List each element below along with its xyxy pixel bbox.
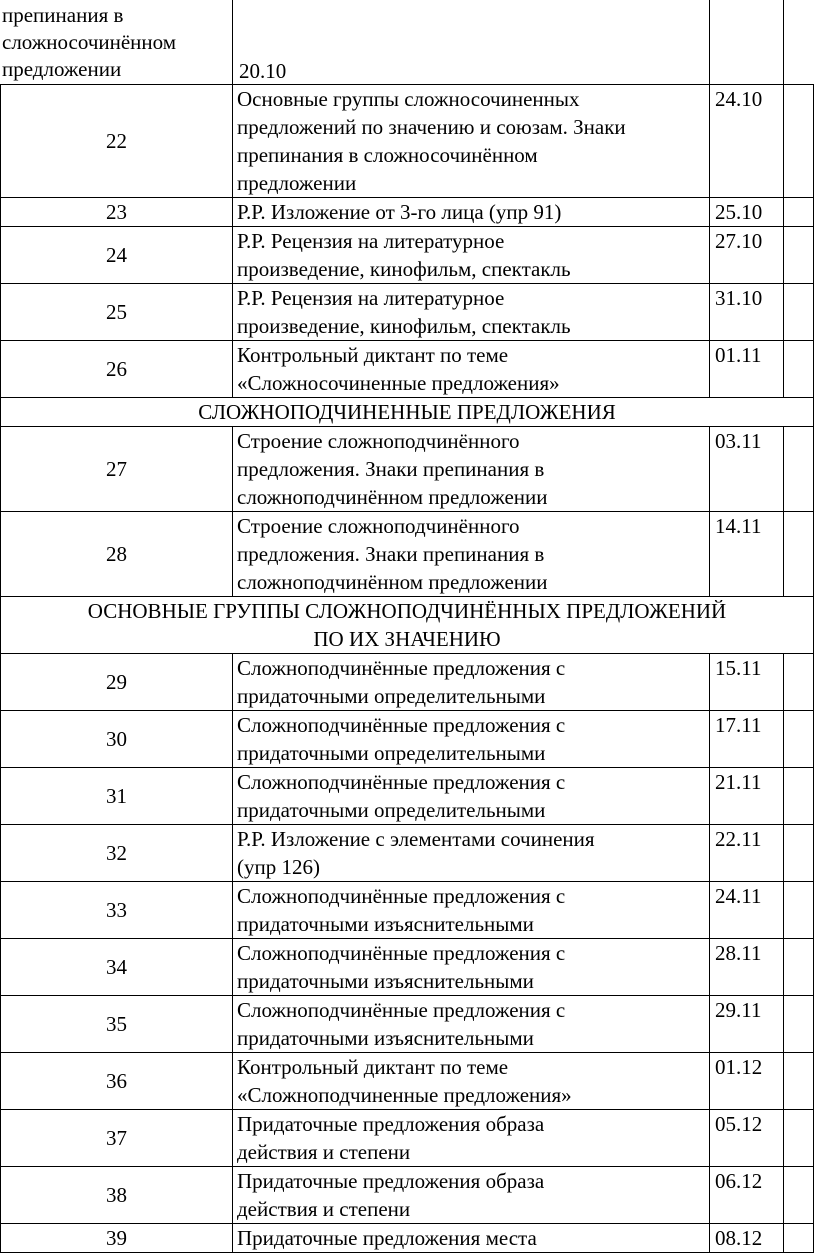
lesson-row (1, 198, 814, 227)
section-title-line: ОСНОВНЫЕ ГРУППЫ СЛОЖНОПОДЧИНЁННЫХ ПРЕДЛОЖЕНИЙ (87, 599, 727, 623)
lesson-row (1, 768, 814, 825)
lesson-topic (233, 939, 710, 996)
empty-cell (784, 341, 814, 398)
lesson-topic (233, 825, 710, 882)
lesson-date: 03.11 (710, 427, 784, 512)
lesson-topic-line: «Сложноподчиненные предложения» (237, 1083, 572, 1107)
empty-cell (784, 654, 814, 711)
lesson-topic-line: Сложноподчинённые предложения с (237, 770, 566, 794)
lesson-topic (233, 1224, 710, 1253)
lesson-number: 35 (1, 996, 233, 1053)
lesson-topic-line: Контрольный диктант по теме (237, 343, 509, 367)
lesson-date: 14.11 (710, 512, 784, 597)
lesson-topic (233, 1167, 710, 1224)
lesson-topic-line: Контрольный диктант по теме (237, 1055, 509, 1079)
empty-cell (784, 939, 814, 996)
lesson-number: 32 (1, 825, 233, 882)
lesson-row (1, 1167, 814, 1224)
lesson-number: 36 (1, 1053, 233, 1110)
column-divider (232, 0, 233, 84)
lesson-topic-line: сложноподчинённом предложении (237, 485, 548, 509)
lesson-date: 01.11 (710, 341, 784, 398)
lesson-row (1, 427, 814, 512)
lesson-number: 38 (1, 1167, 233, 1224)
lesson-topic (233, 1053, 710, 1110)
lesson-number: 39 (1, 1224, 233, 1253)
lesson-topic (233, 768, 710, 825)
lesson-number: 34 (1, 939, 233, 996)
lesson-row (1, 1224, 814, 1253)
lesson-date: 31.10 (710, 284, 784, 341)
empty-cell (784, 85, 814, 198)
lesson-row (1, 227, 814, 284)
lesson-topic (233, 882, 710, 939)
lesson-topic (233, 711, 710, 768)
column-divider (783, 0, 784, 84)
lesson-topic-line: произведение, кинофильм, спектакль (237, 314, 571, 338)
lesson-number: 31 (1, 768, 233, 825)
empty-cell (784, 427, 814, 512)
header-topic-line: предложении (2, 57, 122, 81)
lesson-topic-line: Сложноподчинённые предложения с (237, 941, 566, 965)
lesson-row (1, 1110, 814, 1167)
lesson-topic-line: «Сложносочиненные предложения» (237, 371, 560, 395)
lesson-topic-line: Сложноподчинённые предложения с (237, 884, 566, 908)
lesson-number: 27 (1, 427, 233, 512)
lesson-number: 25 (1, 284, 233, 341)
lesson-topic-line: Придаточные предложения места (237, 1226, 537, 1250)
lesson-date: 21.11 (710, 768, 784, 825)
lesson-date: 22.11 (710, 825, 784, 882)
lesson-number: 23 (1, 198, 233, 227)
lesson-row (1, 512, 814, 597)
lesson-topic-line: придаточными определительными (237, 741, 546, 765)
lesson-date: 05.12 (710, 1110, 784, 1167)
lesson-topic-line: сложноподчинённом предложении (237, 570, 548, 594)
lesson-date: 24.11 (710, 882, 784, 939)
lesson-row (1, 1053, 814, 1110)
lesson-number: 29 (1, 654, 233, 711)
lesson-topic-line: Основные группы сложносочиненных (237, 87, 580, 111)
lesson-row (1, 825, 814, 882)
empty-cell (784, 711, 814, 768)
empty-cell (784, 1224, 814, 1253)
lesson-topic-line: Придаточные предложения образа (237, 1169, 545, 1193)
lesson-topic (233, 427, 710, 512)
lesson-topic-line: действия и степени (237, 1140, 411, 1164)
lesson-plan-table (0, 84, 814, 1253)
lesson-number: 37 (1, 1110, 233, 1167)
lesson-topic-line: предложений по значению и союзам. Знаки (237, 115, 626, 139)
lesson-topic-line: Строение сложноподчинённого (237, 514, 520, 538)
section-header-row (1, 597, 814, 654)
lesson-topic-line: Р.Р. Изложение от 3-го лица (упр 91) (237, 200, 562, 224)
lesson-topic-line: Придаточные предложения образа (237, 1112, 545, 1136)
lesson-topic-line: предложения. Знаки препинания в (237, 542, 545, 566)
section-header-row (1, 398, 814, 427)
lesson-topic (233, 227, 710, 284)
lesson-topic (233, 85, 710, 198)
section-title (1, 398, 814, 427)
lesson-topic (233, 284, 710, 341)
lesson-topic-line: Р.Р. Изложение с элементами сочинения (237, 827, 595, 851)
lesson-topic-line: предложении (237, 171, 357, 195)
lesson-topic (233, 512, 710, 597)
lesson-date: 08.12 (710, 1224, 784, 1253)
lesson-row (1, 284, 814, 341)
lesson-topic-line: придаточными изъяснительными (237, 969, 534, 993)
lesson-topic-line: произведение, кинофильм, спектакль (237, 257, 571, 281)
lesson-date: 25.10 (710, 198, 784, 227)
lesson-row (1, 996, 814, 1053)
empty-cell (784, 1053, 814, 1110)
empty-cell (784, 996, 814, 1053)
lesson-row (1, 939, 814, 996)
header-topic-tail (2, 2, 176, 83)
empty-cell (784, 882, 814, 939)
lesson-date: 01.12 (710, 1053, 784, 1110)
lesson-topic (233, 1110, 710, 1167)
lesson-topic-line: Р.Р. Рецензия на литературное (237, 286, 505, 310)
lesson-plan-body (1, 85, 814, 1253)
lesson-date: 29.11 (710, 996, 784, 1053)
empty-cell (784, 227, 814, 284)
lesson-number: 24 (1, 227, 233, 284)
lesson-topic-line: Сложноподчинённые предложения с (237, 656, 566, 680)
lesson-topic-line: Сложноподчинённые предложения с (237, 998, 566, 1022)
section-title-line: СЛОЖНОПОДЧИНЕННЫЕ ПРЕДЛОЖЕНИЯ (198, 400, 616, 424)
lesson-topic-line: придаточными определительными (237, 684, 546, 708)
empty-cell (784, 198, 814, 227)
lesson-topic-line: придаточными определительными (237, 798, 546, 822)
lesson-date: 24.10 (710, 85, 784, 198)
lesson-number: 33 (1, 882, 233, 939)
lesson-topic (233, 996, 710, 1053)
lesson-number: 22 (1, 85, 233, 198)
empty-cell (784, 768, 814, 825)
lesson-row (1, 654, 814, 711)
lesson-topic-line: придаточными изъяснительными (237, 1026, 534, 1050)
lesson-row (1, 341, 814, 398)
empty-cell (784, 284, 814, 341)
empty-cell (784, 1110, 814, 1167)
lesson-number: 30 (1, 711, 233, 768)
lesson-number: 28 (1, 512, 233, 597)
lesson-row (1, 711, 814, 768)
lesson-date: 15.11 (710, 654, 784, 711)
lesson-date: 17.11 (710, 711, 784, 768)
lesson-topic-line: Сложноподчинённые предложения с (237, 713, 566, 737)
lesson-topic-line: препинания в сложносочинённом (237, 143, 538, 167)
header-date: 20.10 (239, 59, 287, 83)
empty-cell (784, 825, 814, 882)
lesson-topic (233, 654, 710, 711)
section-title-line: ПО ИХ ЗНАЧЕНИЮ (313, 627, 501, 651)
lesson-topic-line: действия и степени (237, 1197, 411, 1221)
lesson-date: 27.10 (710, 227, 784, 284)
lesson-topic-line: предложения. Знаки препинания в (237, 457, 545, 481)
lesson-date: 28.11 (710, 939, 784, 996)
header-topic-line: препинания в (2, 3, 124, 27)
section-title (1, 597, 814, 654)
column-divider (709, 0, 710, 84)
empty-cell (784, 512, 814, 597)
lesson-row (1, 882, 814, 939)
empty-cell (784, 1167, 814, 1224)
lesson-row (1, 85, 814, 198)
lesson-date: 06.12 (710, 1167, 784, 1224)
lesson-topic (233, 198, 710, 227)
lesson-topic-line: Р.Р. Рецензия на литературное (237, 229, 505, 253)
header-topic-line: сложносочинённом (2, 30, 177, 54)
lesson-topic-line: придаточными изъяснительными (237, 912, 534, 936)
header-fragment-row (0, 0, 816, 84)
lesson-topic-line: (упр 126) (237, 855, 320, 879)
lesson-topic-line: Строение сложноподчинённого (237, 429, 520, 453)
lesson-topic (233, 341, 710, 398)
lesson-number: 26 (1, 341, 233, 398)
